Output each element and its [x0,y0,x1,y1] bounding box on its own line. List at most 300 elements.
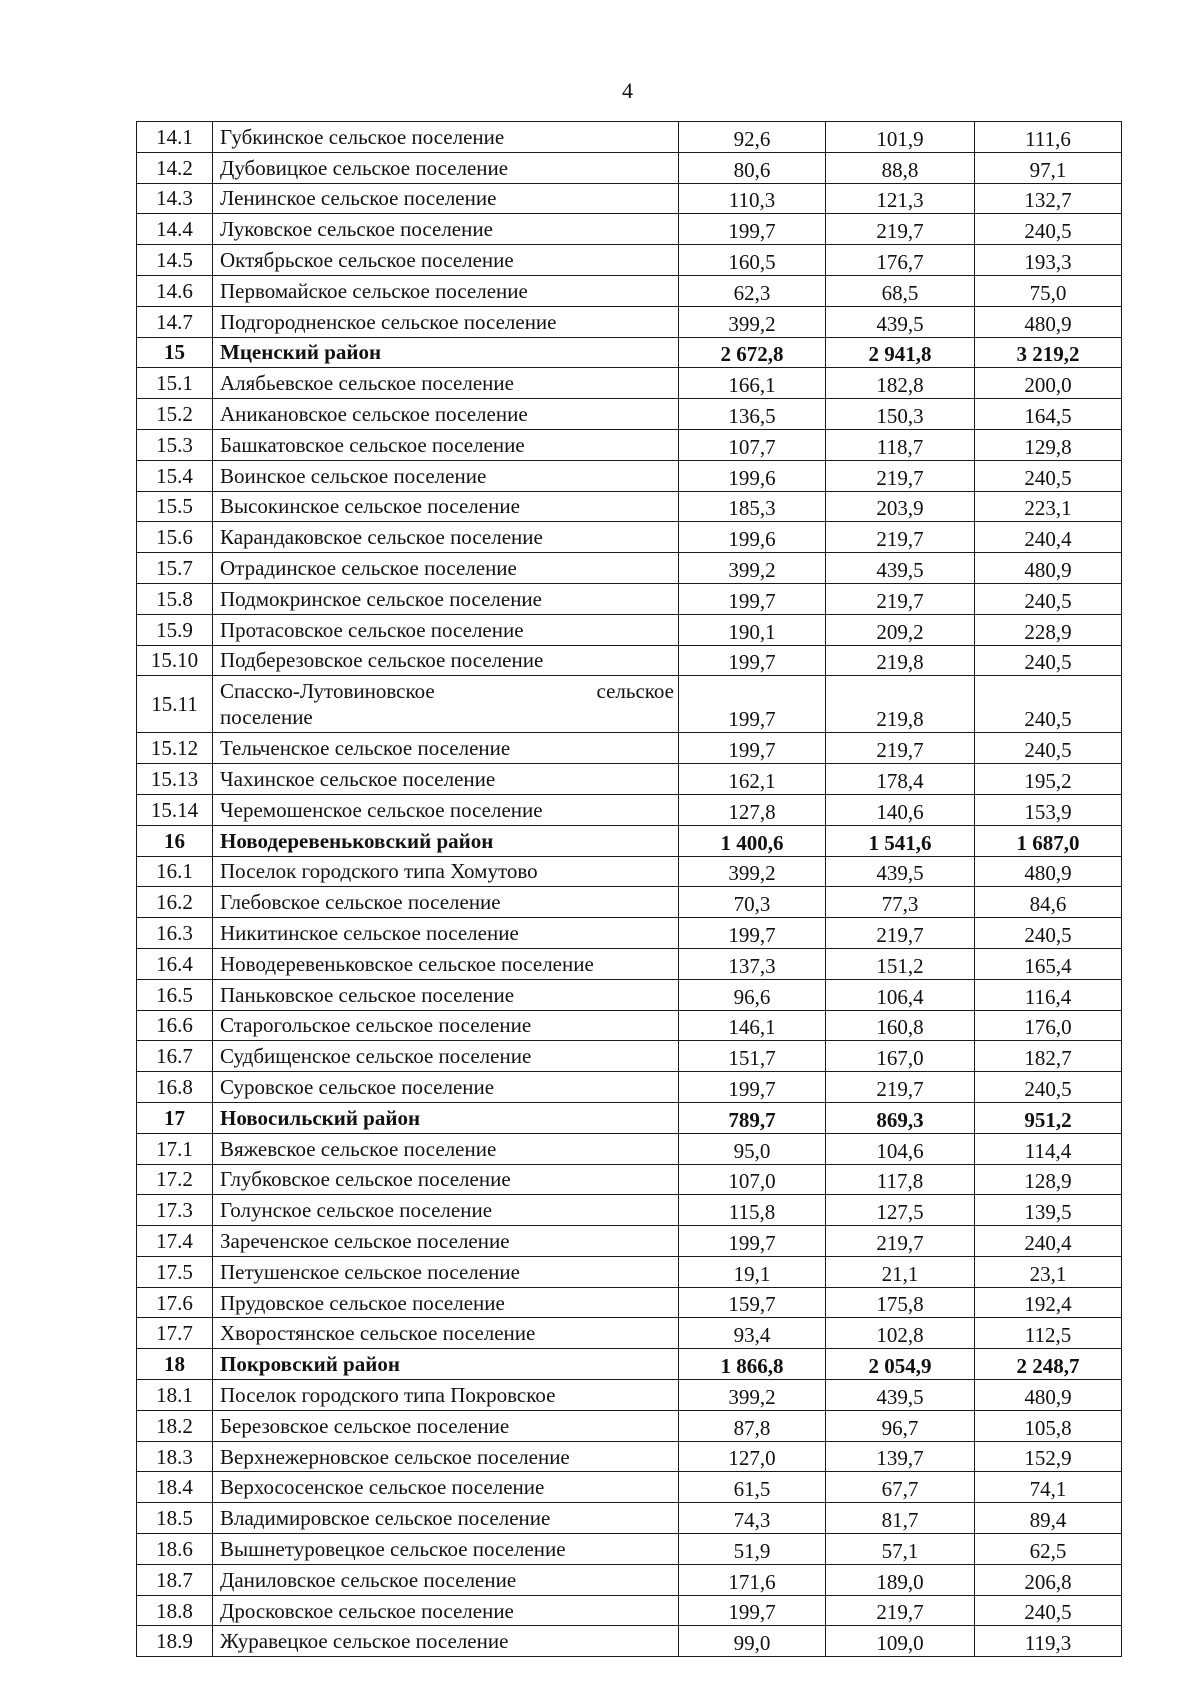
value-cell-2: 77,3 [826,887,975,918]
value-cell-3: 240,5 [975,733,1122,764]
settlement-name: Хворостянское сельское поселение [213,1318,679,1349]
row-number: 15.2 [137,399,213,430]
settlement-name: Протасовское сельское поселение [213,614,679,645]
table-row [137,214,1122,245]
value-cell-3: 114,4 [975,1133,1122,1164]
value-cell-2: 21,1 [826,1256,975,1287]
row-number: 16.4 [137,948,213,979]
value-cell-1: 199,7 [679,214,826,245]
value-cell-1: 80,6 [679,152,826,183]
value-cell-3: 116,4 [975,979,1122,1010]
row-number: 18.4 [137,1472,213,1503]
value-cell-1: 96,6 [679,979,826,1010]
row-number: 15.10 [137,645,213,676]
value-cell-1: 99,0 [679,1626,826,1657]
value-cell-2: 101,9 [826,122,975,153]
table-row [137,429,1122,460]
row-number: 16.5 [137,979,213,1010]
settlement-name: Судбищенское сельское поселение [213,1041,679,1072]
row-number: 18.7 [137,1564,213,1595]
row-number: 15.5 [137,491,213,522]
table-row [137,1226,1122,1257]
value-cell-3: 480,9 [975,1380,1122,1411]
settlement-name: Журавецкое сельское поселение [213,1626,679,1657]
value-cell-1: 51,9 [679,1534,826,1565]
row-number: 18.3 [137,1441,213,1472]
value-cell-1: 1 400,6 [679,825,826,856]
value-cell-1: 190,1 [679,614,826,645]
value-cell-2: 102,8 [826,1318,975,1349]
value-cell-1: 185,3 [679,491,826,522]
value-cell-1: 171,6 [679,1564,826,1595]
settlement-name: Верхнежерновское сельское поселение [213,1441,679,1472]
value-cell-3: 240,4 [975,1226,1122,1257]
table-row [137,1441,1122,1472]
table-row [137,245,1122,276]
value-cell-2: 117,8 [826,1164,975,1195]
table-row [137,1041,1122,1072]
value-cell-3: 223,1 [975,491,1122,522]
value-cell-2: 219,7 [826,460,975,491]
row-number: 16.8 [137,1072,213,1103]
name-line2: поселение [220,705,313,730]
settlement-name: Верхососенское сельское поселение [213,1472,679,1503]
settlement-name: Губкинское сельское поселение [213,122,679,153]
row-number: 14.4 [137,214,213,245]
row-number: 14.6 [137,275,213,306]
settlement-name: Новодеревеньковское сельское поселение [213,948,679,979]
value-cell-1: 137,3 [679,948,826,979]
settlement-name: Первомайское сельское поселение [213,275,679,306]
settlement-name: Вяжевское сельское поселение [213,1133,679,1164]
table-body [137,122,1122,1657]
value-cell-3: 105,8 [975,1410,1122,1441]
value-cell-3: 951,2 [975,1102,1122,1133]
settlement-name: Поселок городского типа Покровское [213,1380,679,1411]
value-cell-1: 789,7 [679,1102,826,1133]
value-cell-3: 129,8 [975,429,1122,460]
value-cell-3: 152,9 [975,1441,1122,1472]
value-cell-1: 160,5 [679,245,826,276]
value-cell-1: 115,8 [679,1195,826,1226]
value-cell-2: 176,7 [826,245,975,276]
value-cell-3: 240,5 [975,918,1122,949]
name-line1-right: сельское [596,679,674,704]
value-cell-3: 75,0 [975,275,1122,306]
settlement-name: Алябьевское сельское поселение [213,368,679,399]
row-number: 16.3 [137,918,213,949]
table-row [137,460,1122,491]
row-number: 16.1 [137,856,213,887]
value-cell-2: 219,7 [826,583,975,614]
value-cell-1: 162,1 [679,764,826,795]
name-line1-left: Спасско-Лутовиновское [220,679,435,704]
row-number: 14.3 [137,183,213,214]
settlement-name: Дубовицкое сельское поселение [213,152,679,183]
district-row [137,1349,1122,1380]
settlement-name: Черемошенское сельское поселение [213,794,679,825]
row-number: 15.1 [137,368,213,399]
value-cell-1: 199,7 [679,676,826,733]
value-cell-2: 219,7 [826,1226,975,1257]
value-cell-3: 74,1 [975,1472,1122,1503]
value-cell-3: 153,9 [975,794,1122,825]
settlement-name: Суровское сельское поселение [213,1072,679,1103]
settlement-name: Новосильский район [213,1102,679,1133]
table-row [137,399,1122,430]
value-cell-3: 62,5 [975,1534,1122,1565]
value-cell-2: 219,7 [826,522,975,553]
settlement-name: Даниловское сельское поселение [213,1564,679,1595]
table-row [137,491,1122,522]
value-cell-2: 175,8 [826,1287,975,1318]
value-cell-3: 206,8 [975,1564,1122,1595]
row-number: 16.7 [137,1041,213,1072]
value-cell-1: 93,4 [679,1318,826,1349]
value-cell-2: 109,0 [826,1626,975,1657]
value-cell-1: 199,7 [679,1072,826,1103]
value-cell-1: 399,2 [679,1380,826,1411]
row-number: 15.6 [137,522,213,553]
row-number: 17.7 [137,1318,213,1349]
row-number: 17.3 [137,1195,213,1226]
value-cell-1: 110,3 [679,183,826,214]
row-number: 18.2 [137,1410,213,1441]
value-cell-1: 199,7 [679,733,826,764]
settlement-name: Чахинское сельское поселение [213,764,679,795]
value-cell-3: 3 219,2 [975,337,1122,368]
value-cell-2: 219,7 [826,733,975,764]
row-number: 15.7 [137,553,213,584]
value-cell-2: 167,0 [826,1041,975,1072]
value-cell-1: 159,7 [679,1287,826,1318]
row-number: 14.7 [137,306,213,337]
table-row [137,522,1122,553]
settlement-name: Петушенское сельское поселение [213,1256,679,1287]
value-cell-2: 151,2 [826,948,975,979]
table-row [137,948,1122,979]
settlement-name: Голунское сельское поселение [213,1195,679,1226]
value-cell-3: 112,5 [975,1318,1122,1349]
district-row [137,337,1122,368]
settlement-name: Глебовское сельское поселение [213,887,679,918]
table-row [137,1534,1122,1565]
value-cell-1: 61,5 [679,1472,826,1503]
settlement-name: Паньковское сельское поселение [213,979,679,1010]
settlement-name: Покровский район [213,1349,679,1380]
settlement-name: Ленинское сельское поселение [213,183,679,214]
value-cell-3: 195,2 [975,764,1122,795]
row-number: 15.3 [137,429,213,460]
value-cell-1: 2 672,8 [679,337,826,368]
value-cell-2: 127,5 [826,1195,975,1226]
value-cell-1: 166,1 [679,368,826,399]
table-row [137,122,1122,153]
table-row [137,887,1122,918]
table-row [137,794,1122,825]
row-number: 17 [137,1102,213,1133]
value-cell-2: 219,7 [826,1595,975,1626]
table-row [137,614,1122,645]
row-number: 18.6 [137,1534,213,1565]
table-row [137,764,1122,795]
value-cell-2: 104,6 [826,1133,975,1164]
district-row [137,1102,1122,1133]
value-cell-3: 240,5 [975,676,1122,733]
settlement-name: Башкатовское сельское поселение [213,429,679,460]
value-cell-2: 439,5 [826,553,975,584]
value-cell-1: 199,7 [679,583,826,614]
value-cell-2: 182,8 [826,368,975,399]
value-cell-3: 139,5 [975,1195,1122,1226]
value-cell-2: 88,8 [826,152,975,183]
table-row [137,183,1122,214]
row-number: 14.2 [137,152,213,183]
table-row [137,1133,1122,1164]
row-number: 16.6 [137,1010,213,1041]
row-number: 15 [137,337,213,368]
settlement-name: Мценский район [213,337,679,368]
value-cell-2: 219,7 [826,1072,975,1103]
value-cell-3: 480,9 [975,856,1122,887]
table-row [137,1010,1122,1041]
value-cell-1: 107,0 [679,1164,826,1195]
value-cell-3: 228,9 [975,614,1122,645]
table-row [137,676,1122,733]
value-cell-3: 89,4 [975,1503,1122,1534]
value-cell-2: 96,7 [826,1410,975,1441]
settlement-name: Луковское сельское поселение [213,214,679,245]
settlement-name: Подгородненское сельское поселение [213,306,679,337]
value-cell-1: 1 866,8 [679,1349,826,1380]
value-cell-2: 139,7 [826,1441,975,1472]
value-cell-2: 219,8 [826,676,975,733]
table-row [137,152,1122,183]
settlement-name: Поселок городского типа Хомутово [213,856,679,887]
value-cell-3: 240,5 [975,645,1122,676]
value-cell-3: 240,5 [975,1072,1122,1103]
settlement-name: Аникановское сельское поселение [213,399,679,430]
value-cell-2: 219,7 [826,918,975,949]
table-row [137,1595,1122,1626]
row-number: 18 [137,1349,213,1380]
row-number: 18.1 [137,1380,213,1411]
settlement-name: Владимировское сельское поселение [213,1503,679,1534]
value-cell-1: 199,6 [679,522,826,553]
value-cell-1: 107,7 [679,429,826,460]
value-cell-1: 62,3 [679,275,826,306]
table-row [137,306,1122,337]
value-cell-3: 132,7 [975,183,1122,214]
settlement-name: Глубковское сельское поселение [213,1164,679,1195]
row-number: 18.9 [137,1626,213,1657]
value-cell-3: 192,4 [975,1287,1122,1318]
value-cell-3: 200,0 [975,368,1122,399]
data-table [136,121,1122,1657]
value-cell-1: 19,1 [679,1256,826,1287]
settlement-name: Октябрьское сельское поселение [213,245,679,276]
value-cell-2: 869,3 [826,1102,975,1133]
table-row [137,1626,1122,1657]
row-number: 17.1 [137,1133,213,1164]
value-cell-3: 128,9 [975,1164,1122,1195]
value-cell-3: 119,3 [975,1626,1122,1657]
table-row [137,1472,1122,1503]
district-row [137,825,1122,856]
table-row [137,1164,1122,1195]
settlement-name: Подмокринское сельское поселение [213,583,679,614]
settlement-name: Тельченское сельское поселение [213,733,679,764]
value-cell-3: 182,7 [975,1041,1122,1072]
value-cell-2: 67,7 [826,1472,975,1503]
table-row [137,1318,1122,1349]
value-cell-2: 106,4 [826,979,975,1010]
table-row [137,918,1122,949]
value-cell-1: 151,7 [679,1041,826,1072]
value-cell-3: 480,9 [975,306,1122,337]
value-cell-1: 199,7 [679,918,826,949]
table-row [137,1564,1122,1595]
value-cell-2: 121,3 [826,183,975,214]
value-cell-3: 193,3 [975,245,1122,276]
row-number: 15.11 [137,676,213,733]
value-cell-3: 111,6 [975,122,1122,153]
row-number: 15.8 [137,583,213,614]
table-row [137,1256,1122,1287]
row-number: 18.5 [137,1503,213,1534]
table-row [137,1287,1122,1318]
value-cell-2: 140,6 [826,794,975,825]
settlement-name: Подберезовское сельское поселение [213,645,679,676]
table-row [137,856,1122,887]
settlement-name: Прудовское сельское поселение [213,1287,679,1318]
table-row [137,1072,1122,1103]
value-cell-1: 199,7 [679,645,826,676]
value-cell-2: 160,8 [826,1010,975,1041]
value-cell-2: 219,8 [826,645,975,676]
value-cell-2: 1 541,6 [826,825,975,856]
value-cell-3: 240,5 [975,460,1122,491]
table-row [137,1380,1122,1411]
row-number: 17.6 [137,1287,213,1318]
value-cell-3: 23,1 [975,1256,1122,1287]
settlement-name: Никитинское сельское поселение [213,918,679,949]
row-number: 15.9 [137,614,213,645]
value-cell-1: 95,0 [679,1133,826,1164]
settlement-name: Новодеревеньковский район [213,825,679,856]
value-cell-3: 164,5 [975,399,1122,430]
settlement-name: Березовское сельское поселение [213,1410,679,1441]
row-number: 15.13 [137,764,213,795]
value-cell-2: 2 941,8 [826,337,975,368]
value-cell-1: 399,2 [679,856,826,887]
value-cell-1: 127,8 [679,794,826,825]
value-cell-1: 199,7 [679,1595,826,1626]
value-cell-2: 203,9 [826,491,975,522]
settlement-name: Дросковское сельское поселение [213,1595,679,1626]
value-cell-1: 74,3 [679,1503,826,1534]
value-cell-2: 150,3 [826,399,975,430]
row-number: 18.8 [137,1595,213,1626]
value-cell-3: 1 687,0 [975,825,1122,856]
value-cell-1: 146,1 [679,1010,826,1041]
value-cell-3: 480,9 [975,553,1122,584]
page-number: 4 [622,78,633,103]
table-row [137,979,1122,1010]
value-cell-2: 57,1 [826,1534,975,1565]
value-cell-2: 118,7 [826,429,975,460]
value-cell-1: 92,6 [679,122,826,153]
settlement-name [213,676,679,733]
value-cell-1: 399,2 [679,553,826,584]
value-cell-1: 70,3 [679,887,826,918]
value-cell-1: 87,8 [679,1410,826,1441]
value-cell-3: 240,5 [975,583,1122,614]
value-cell-3: 240,5 [975,214,1122,245]
value-cell-1: 127,0 [679,1441,826,1472]
value-cell-3: 84,6 [975,887,1122,918]
value-cell-2: 81,7 [826,1503,975,1534]
settlement-name: Воинское сельское поселение [213,460,679,491]
table-row [137,553,1122,584]
row-number: 17.5 [137,1256,213,1287]
settlement-name: Отрадинское сельское поселение [213,553,679,584]
value-cell-1: 199,6 [679,460,826,491]
value-cell-3: 240,4 [975,522,1122,553]
value-cell-2: 2 054,9 [826,1349,975,1380]
value-cell-2: 439,5 [826,306,975,337]
row-number: 16.2 [137,887,213,918]
value-cell-2: 219,7 [826,214,975,245]
row-number: 14.5 [137,245,213,276]
table-row [137,275,1122,306]
table-row [137,1503,1122,1534]
value-cell-3: 165,4 [975,948,1122,979]
row-number: 15.14 [137,794,213,825]
table-row [137,733,1122,764]
settlement-name: Старогольское сельское поселение [213,1010,679,1041]
value-cell-2: 209,2 [826,614,975,645]
row-number: 17.4 [137,1226,213,1257]
value-cell-2: 178,4 [826,764,975,795]
value-cell-3: 176,0 [975,1010,1122,1041]
value-cell-2: 439,5 [826,856,975,887]
row-number: 15.12 [137,733,213,764]
settlement-name: Вышнетуровецкое сельское поселение [213,1534,679,1565]
row-number: 14.1 [137,122,213,153]
value-cell-3: 240,5 [975,1595,1122,1626]
value-cell-2: 189,0 [826,1564,975,1595]
table-row [137,1195,1122,1226]
table-row [137,645,1122,676]
table-row [137,583,1122,614]
value-cell-1: 199,7 [679,1226,826,1257]
table-row [137,368,1122,399]
settlement-name: Высокинское сельское поселение [213,491,679,522]
value-cell-1: 399,2 [679,306,826,337]
row-number: 16 [137,825,213,856]
table-row [137,1410,1122,1441]
value-cell-2: 68,5 [826,275,975,306]
value-cell-3: 97,1 [975,152,1122,183]
value-cell-1: 136,5 [679,399,826,430]
value-cell-3: 2 248,7 [975,1349,1122,1380]
row-number: 17.2 [137,1164,213,1195]
value-cell-2: 439,5 [826,1380,975,1411]
row-number: 15.4 [137,460,213,491]
settlement-name: Карандаковское сельское поселение [213,522,679,553]
settlement-name: Зареченское сельское поселение [213,1226,679,1257]
